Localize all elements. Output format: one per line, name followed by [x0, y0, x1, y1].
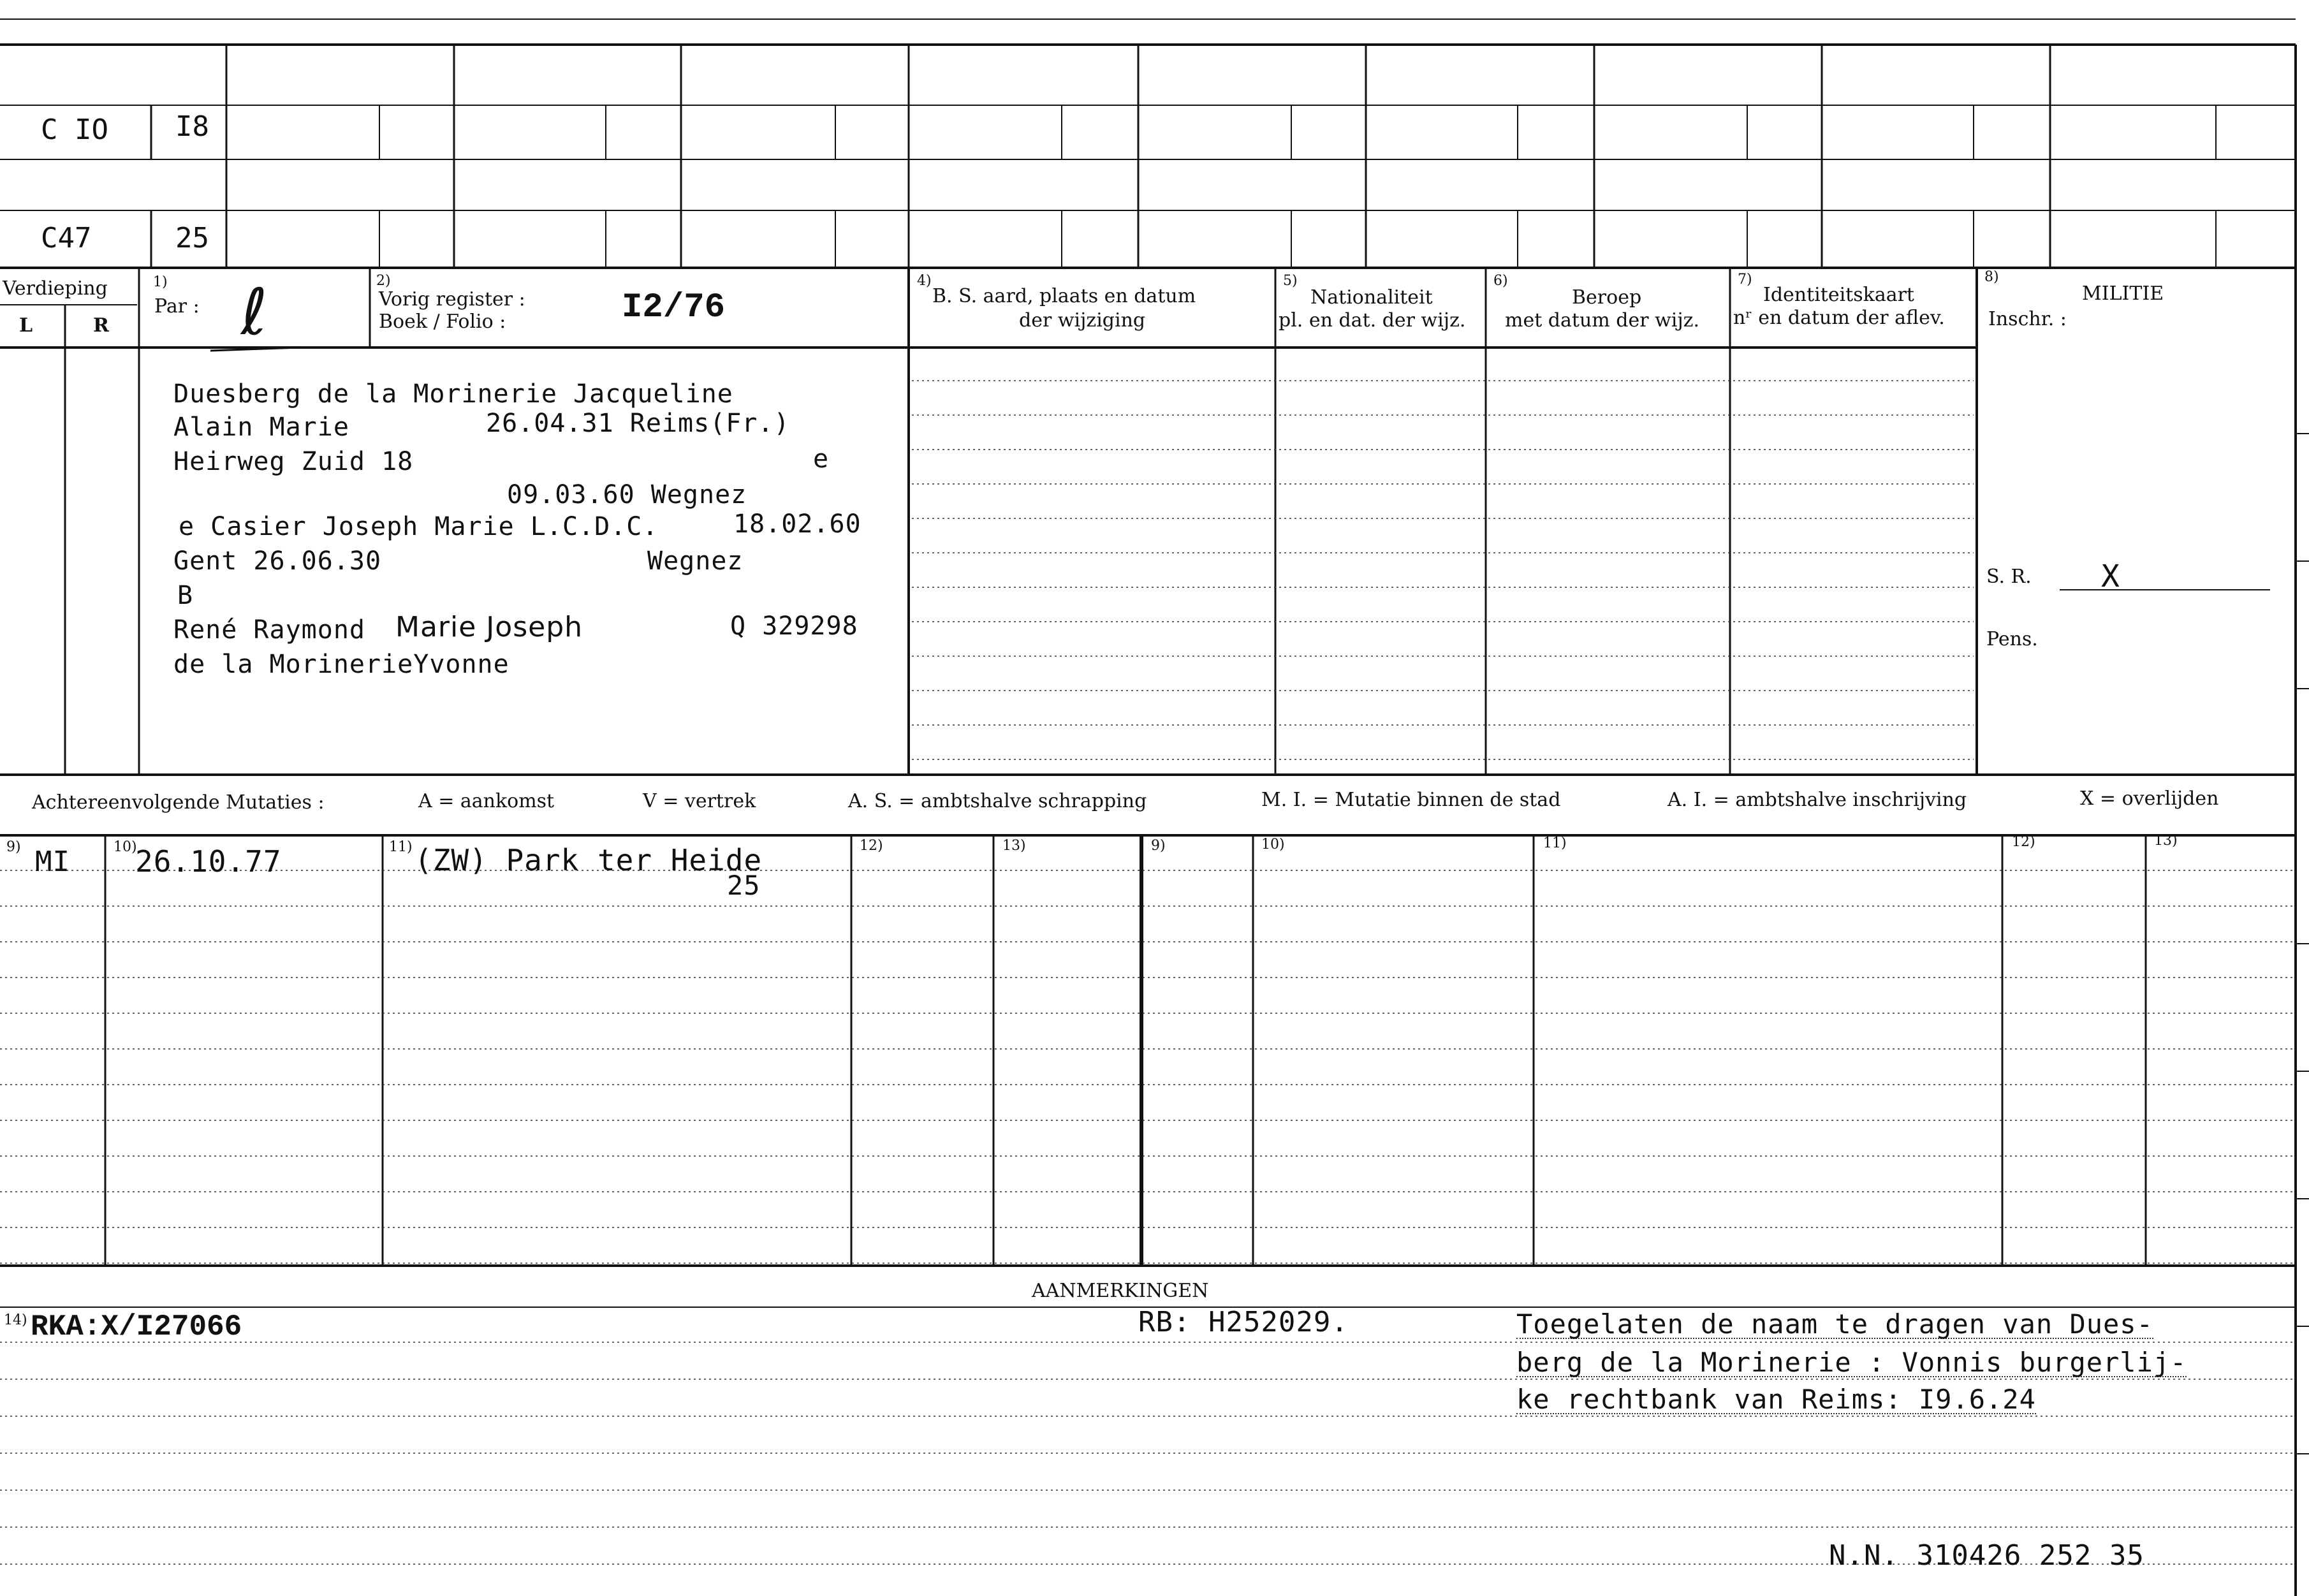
col-l-label: L	[19, 314, 33, 337]
sr-label: S. R.	[1986, 566, 2032, 588]
remark-note-line3: ke rechtbank van Reims: I9.6.24	[1516, 1384, 2036, 1415]
national-number: N.N. 310426 252 35	[1829, 1539, 2144, 1572]
sr-value: X	[2101, 559, 2120, 594]
section-number-2: 25	[175, 222, 209, 254]
vorig-register-label: Vorig register :	[379, 288, 525, 311]
remarks-title: AANMERKINGEN	[1032, 1280, 1209, 1302]
identiteitskaart-sublabel: nʳ en datum der aflev.	[1733, 307, 1945, 329]
note-6: 6)	[1493, 273, 1508, 289]
marriage-date-place: 09.03.60 Wegnez	[507, 480, 747, 509]
section-code-2: C47	[41, 222, 92, 254]
address: Heirweg Zuid 18	[173, 447, 414, 476]
mut-col-13: 13)	[1002, 838, 1026, 854]
note-1: 1)	[153, 274, 168, 290]
beroep-sublabel: met datum der wijz.	[1505, 309, 1699, 332]
spouse-birth: Gent 26.06.30	[173, 546, 382, 576]
legend-death: X = overlijden	[2080, 787, 2219, 810]
remark-note-line1: Toegelaten de naam te dragen van Dues-	[1516, 1308, 2153, 1340]
mutation-house-number: 25	[727, 870, 761, 901]
bs-label-line1: B. S. aard, plaats en datum	[932, 285, 1196, 307]
boek-folio-label: Boek / Folio :	[379, 311, 506, 333]
par-handwritten-mark: ℓ	[241, 275, 268, 349]
militie-label: MILITIE	[2082, 282, 2164, 305]
person-given-names: Alain Marie	[173, 413, 349, 442]
mutation-date: 26.10.77	[135, 844, 282, 879]
beroep-label: Beroep	[1572, 286, 1642, 309]
id-number: Q 329298	[730, 611, 858, 641]
legend-registration: A. I. = ambtshalve inschrijving	[1668, 789, 1967, 811]
mutation-address: (ZW) Park ter Heide	[414, 843, 763, 877]
legend-arrival: A = aankomst	[418, 790, 555, 812]
spouse-place: Wegnez	[647, 546, 744, 576]
parent-name: René Raymond	[173, 615, 365, 645]
parent-surname: de la MorinerieYvonne	[173, 650, 509, 679]
mutations-legend-title: Achtereenvolgende Mutaties :	[32, 791, 325, 814]
identiteitskaart-label: Identiteitskaart	[1763, 284, 1914, 306]
bs-label-line2: der wijziging	[1019, 309, 1146, 332]
rb-number: RB: H252029.	[1138, 1306, 1349, 1338]
mut-col-10: 10)	[114, 839, 137, 855]
parent-given-names: Marie Joseph	[395, 611, 583, 643]
nationaliteit-sublabel: pl. en dat. der wijz.	[1279, 309, 1466, 332]
nationaliteit-label: Nationaliteit	[1310, 286, 1433, 309]
pens-label: Pens.	[1986, 628, 2038, 650]
par-label: Par :	[154, 295, 200, 318]
previous-register-value: I2/76	[622, 288, 726, 327]
marital-status: e	[813, 444, 830, 474]
mut-col-11b: 11)	[1543, 835, 1567, 851]
birth-date-place: 26.04.31 Reims(Fr.)	[486, 409, 790, 438]
rka-number: RKA:X/I27066	[31, 1310, 242, 1343]
mut-col-10b: 10)	[1261, 837, 1285, 853]
note-14: 14)	[4, 1312, 27, 1328]
legend-struck-off: A. S. = ambtshalve schrapping	[848, 790, 1147, 812]
remark-note-line2: berg de la Morinerie : Vonnis burgerlij-	[1516, 1347, 2187, 1378]
section-number-1: I8	[175, 110, 209, 143]
mut-col-9: 9)	[6, 839, 21, 855]
mut-col-12b: 12)	[2012, 834, 2035, 850]
verdieping-label: Verdieping	[3, 277, 108, 300]
note-5: 5)	[1283, 273, 1298, 289]
section-code-1: C IO	[41, 113, 108, 146]
mut-col-9b: 9)	[1151, 838, 1166, 854]
spouse-name: e Casier Joseph Marie L.C.D.C.	[179, 512, 659, 541]
spouse-date: 18.02.60	[733, 509, 861, 539]
mutation-type: MI	[35, 846, 70, 878]
note-7: 7)	[1738, 272, 1752, 288]
mut-col-13b: 13)	[2154, 833, 2178, 849]
nationality-code: B	[177, 581, 194, 610]
col-r-label: R	[93, 314, 109, 337]
legend-departure: V = vertrek	[643, 790, 756, 812]
note-8: 8)	[1984, 269, 1999, 285]
mut-col-11: 11)	[389, 839, 413, 855]
mut-col-12: 12)	[860, 838, 883, 854]
note-4: 4)	[917, 273, 932, 289]
legend-internal-move: M. I. = Mutatie binnen de stad	[1261, 789, 1561, 811]
person-name-line: Duesberg de la Morinerie Jacqueline	[173, 379, 733, 409]
inschr-label: Inschr. :	[1988, 308, 2067, 330]
note-2: 2)	[376, 273, 391, 289]
